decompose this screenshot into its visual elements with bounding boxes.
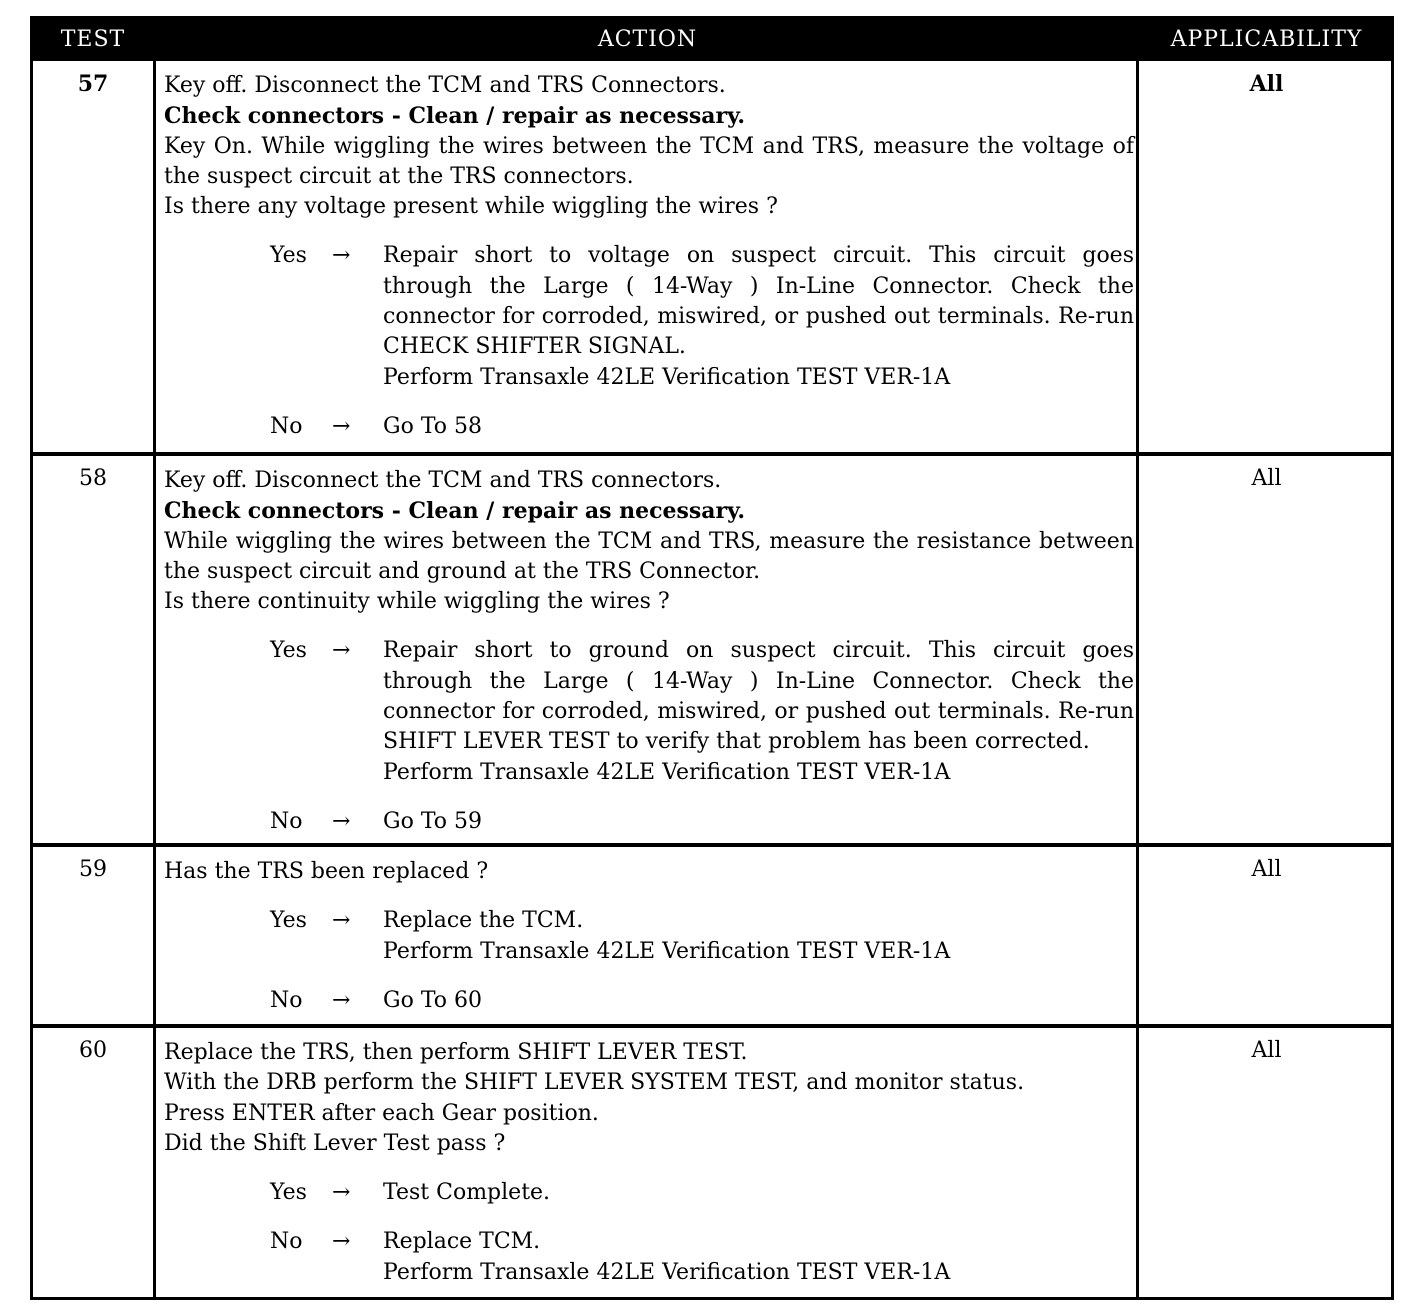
yes-action: Test Complete. [383, 1180, 551, 1206]
no-label: No [270, 1229, 303, 1255]
action-cell [164, 466, 1134, 837]
yes-action: Repair short to voltage on suspect circuit. This circuit goes through the Large ( 14-Way ) In-Line Connector. Check the connector for corroded, miswired, or pushed out terminals. Re-run CHECK SHIFTER SIGNAL. [383, 243, 1134, 360]
applicability-value: All [1251, 466, 1282, 491]
action-step: With the DRB perform the SHIFT LEVER SYSTEM TEST, and monitor status. [164, 1070, 1025, 1096]
applicability-value: All [1251, 857, 1282, 882]
yes-branch [164, 636, 1134, 787]
action-step: Check connectors - Clean / repair as necessary. [164, 498, 746, 525]
test-number: 59 [79, 857, 107, 882]
action-question: Is there any voltage present while wiggling the wires ? [164, 194, 778, 220]
header-applicability: APPLICABILITY [1170, 27, 1363, 52]
yes-label: Yes [270, 1180, 307, 1206]
action-question: Has the TRS been replaced ? [164, 859, 489, 884]
test-number: 60 [79, 1038, 107, 1063]
no-branch [164, 986, 1134, 1016]
no-branch [164, 807, 1134, 837]
yes-label: Yes [270, 638, 307, 664]
no-branch [164, 412, 1134, 442]
table-row-57 [33, 61, 1391, 454]
no-action: Go To 60 [383, 987, 483, 1013]
action-question: Is there continuity while wiggling the wires ? [164, 589, 670, 615]
no-action: Go To 58 [383, 413, 483, 439]
yes-branch [164, 906, 1134, 967]
test-number: 57 [77, 71, 109, 97]
action-question: Did the Shift Lever Test pass ? [164, 1130, 506, 1156]
action-step: Key off. Disconnect the TCM and TRS connectors. [164, 468, 722, 493]
right-arrow-icon: → [332, 908, 351, 934]
diagnostic-table [30, 16, 1394, 1300]
right-arrow-icon: → [332, 638, 351, 664]
right-arrow-icon: → [332, 808, 351, 834]
no-action: Replace TCM. [383, 1229, 541, 1255]
table-row-60 [33, 1024, 1391, 1297]
yes-label: Yes [270, 243, 307, 269]
column-divider [1136, 456, 1139, 845]
header-action: ACTION [597, 27, 698, 52]
no-label: No [270, 987, 303, 1013]
table-row-58 [33, 452, 1391, 845]
action-step: Key On. While wiggling the wires between the TCM and TRS, measure the voltage of the suspect circuit at the TRS connectors. [164, 133, 1134, 189]
no-action: Go To 59 [383, 808, 483, 834]
yes-action: Repair short to ground on suspect circuit. This circuit goes through the Large ( 14-Way ) In-Line Connector. Check the connector for corroded, miswired, or pushed out terminals. Re-run SHIFT LEVER TEST to verify that problem has been corrected. [383, 638, 1134, 755]
action-cell [164, 857, 1134, 1016]
right-arrow-icon: → [332, 987, 351, 1013]
column-divider [153, 61, 156, 454]
yes-label: Yes [270, 908, 307, 934]
yes-action: Replace the TCM. [383, 908, 584, 934]
column-divider [153, 456, 156, 845]
action-step: Press ENTER after each Gear position. [164, 1100, 599, 1126]
right-arrow-icon: → [332, 413, 351, 439]
action-step: While wiggling the wires between the TCM and TRS, measure the resistance between the suspect circuit and ground at the TRS Connector. [164, 528, 1134, 584]
right-arrow-icon: → [332, 243, 351, 269]
yes-branch [164, 1178, 1134, 1208]
right-arrow-icon: → [332, 1229, 351, 1255]
table-row-59 [33, 843, 1391, 1026]
no-action-verify: Perform Transaxle 42LE Verification TEST VER-1A [383, 1259, 951, 1285]
yes-action-verify: Perform Transaxle 42LE Verification TEST VER-1A [383, 759, 951, 785]
header-test: TEST [60, 27, 126, 52]
table-header [33, 19, 1391, 61]
applicability-value: All [1249, 71, 1284, 97]
column-divider [153, 847, 156, 1026]
yes-action-verify: Perform Transaxle 42LE Verification TEST VER-1A [383, 364, 951, 390]
test-number: 58 [79, 466, 107, 491]
no-branch [164, 1227, 1134, 1288]
no-label: No [270, 413, 303, 439]
action-step: Check connectors - Clean / repair as necessary. [164, 103, 746, 130]
yes-branch [164, 241, 1134, 392]
action-step: Replace the TRS, then perform SHIFT LEVER TEST. [164, 1040, 748, 1065]
applicability-value: All [1251, 1038, 1282, 1063]
column-divider [153, 1028, 156, 1297]
right-arrow-icon: → [332, 1180, 351, 1206]
action-cell [164, 1038, 1134, 1288]
no-label: No [270, 808, 303, 834]
column-divider [1136, 1028, 1139, 1297]
action-cell [164, 71, 1134, 442]
yes-action-verify: Perform Transaxle 42LE Verification TEST VER-1A [383, 938, 951, 964]
column-divider [1136, 61, 1139, 454]
action-step: Key off. Disconnect the TCM and TRS Connectors. [164, 73, 726, 98]
